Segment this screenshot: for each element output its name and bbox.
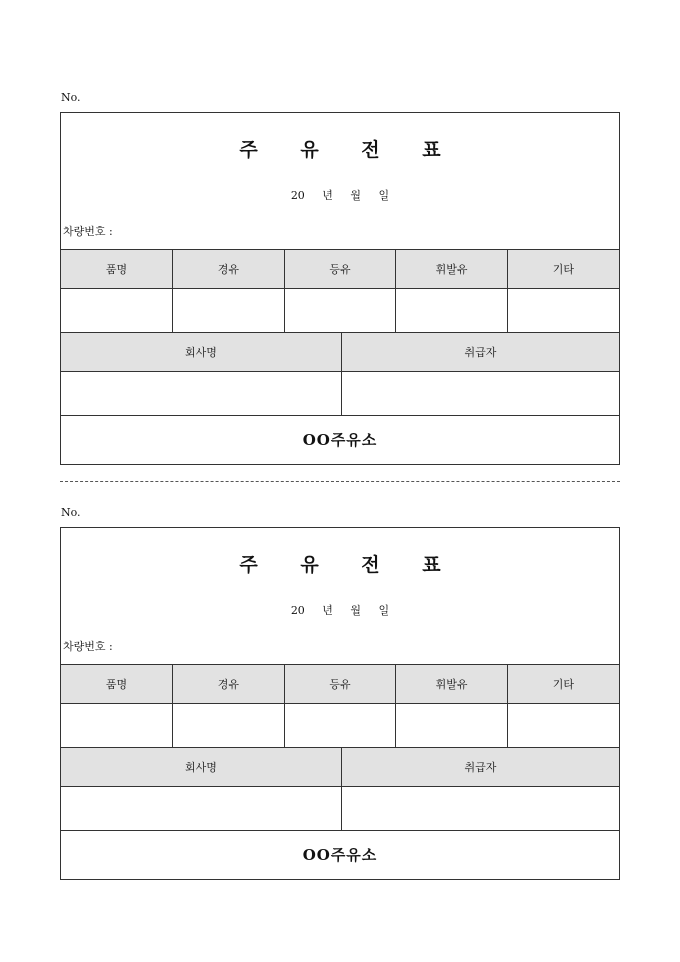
- slip-number-label: No.: [61, 506, 81, 519]
- column-gasoline: 휘발유: [396, 250, 508, 289]
- company-table: [61, 747, 619, 830]
- station-name: OO주유소: [61, 415, 619, 464]
- company-cell[interactable]: [61, 372, 342, 416]
- handler-cell[interactable]: [342, 787, 620, 831]
- company-label: 회사명: [61, 748, 342, 787]
- fuel-type-table: [61, 249, 619, 332]
- fuel-amount-row: [61, 704, 619, 748]
- other-cell[interactable]: [507, 704, 619, 748]
- column-gasoline: 휘발유: [396, 665, 508, 704]
- slip-date: 20 년 월 일: [290, 189, 390, 202]
- vehicle-number-label: 차량번호 :: [63, 225, 113, 238]
- item-cell[interactable]: [61, 704, 173, 748]
- fuel-type-header-row: [61, 665, 619, 704]
- kerosene-cell[interactable]: [284, 704, 396, 748]
- column-other: 기타: [507, 665, 619, 704]
- slip-title: 주 유 전 표: [239, 139, 459, 161]
- company-value-row: [61, 372, 619, 416]
- company-header-row: [61, 748, 619, 787]
- column-item: 품명: [61, 665, 173, 704]
- fuel-type-header-row: [61, 250, 619, 289]
- company-table: [61, 332, 619, 415]
- station-name: OO주유소: [61, 830, 619, 879]
- fuel-amount-row: [61, 289, 619, 333]
- slip-box: [60, 527, 620, 880]
- company-cell[interactable]: [61, 787, 342, 831]
- column-diesel: 경유: [173, 665, 285, 704]
- gasoline-cell[interactable]: [396, 289, 508, 333]
- slip-box: [60, 112, 620, 465]
- handler-label: 취급자: [342, 333, 620, 372]
- company-value-row: [61, 787, 619, 831]
- diesel-cell[interactable]: [173, 704, 285, 748]
- slip-date: 20 년 월 일: [290, 604, 390, 617]
- kerosene-cell[interactable]: [284, 289, 396, 333]
- fuel-slip-2: [60, 505, 620, 880]
- slip-title: 주 유 전 표: [239, 554, 459, 576]
- column-item: 품명: [61, 250, 173, 289]
- company-header-row: [61, 333, 619, 372]
- item-cell[interactable]: [61, 289, 173, 333]
- vehicle-number-label: 차량번호 :: [63, 640, 113, 653]
- column-kerosene: 등유: [284, 250, 396, 289]
- fuel-type-table: [61, 664, 619, 747]
- diesel-cell[interactable]: [173, 289, 285, 333]
- column-diesel: 경유: [173, 250, 285, 289]
- column-kerosene: 등유: [284, 665, 396, 704]
- slip-number-label: No.: [61, 91, 81, 104]
- other-cell[interactable]: [507, 289, 619, 333]
- slip-header: [61, 528, 619, 664]
- handler-cell[interactable]: [342, 372, 620, 416]
- cut-line-divider: [60, 481, 620, 482]
- column-other: 기타: [507, 250, 619, 289]
- handler-label: 취급자: [342, 748, 620, 787]
- gasoline-cell[interactable]: [396, 704, 508, 748]
- company-label: 회사명: [61, 333, 342, 372]
- slip-header: [61, 113, 619, 249]
- fuel-slip-1: [60, 90, 620, 465]
